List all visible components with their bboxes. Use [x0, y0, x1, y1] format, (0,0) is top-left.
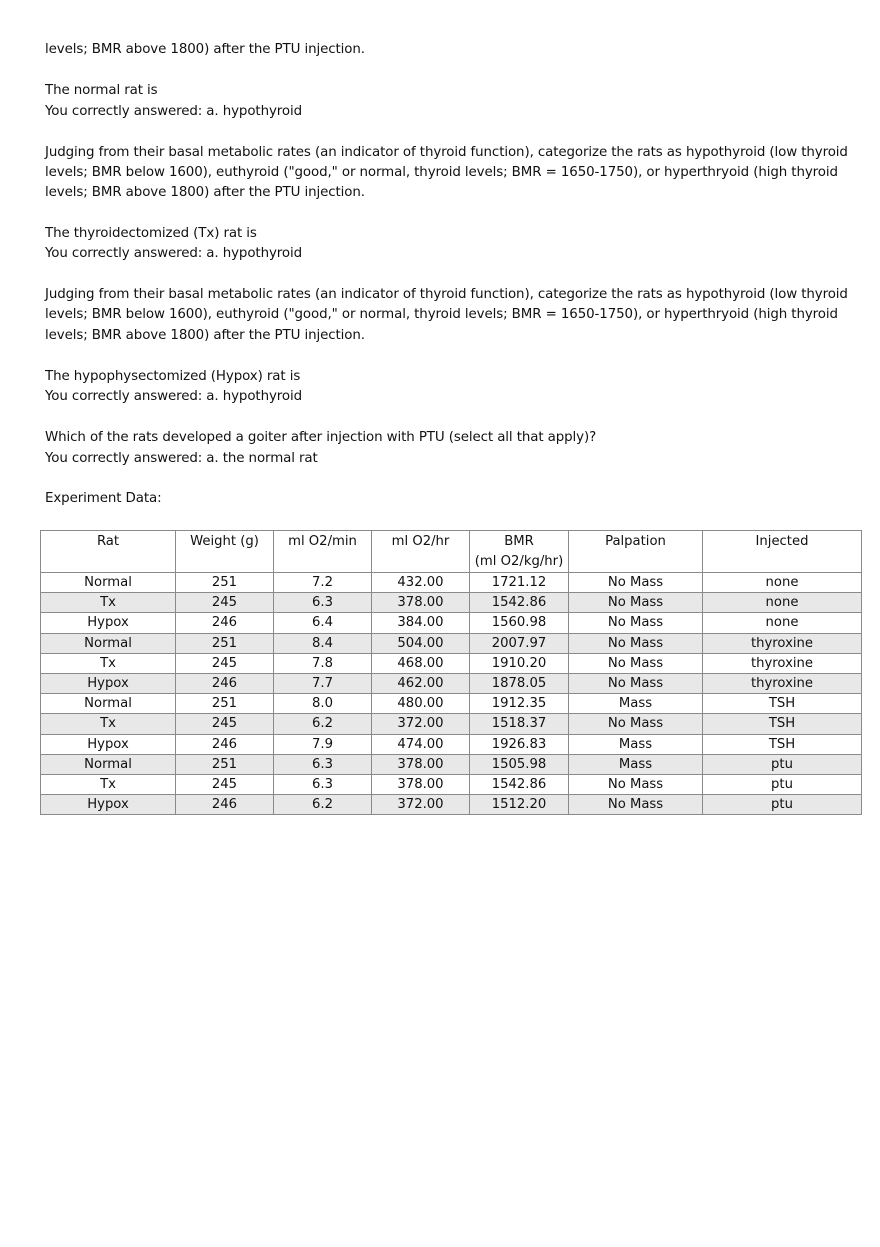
- cell-bmr: 1910.20: [470, 653, 569, 673]
- cell-o2-min: 6.3: [274, 593, 372, 613]
- cell-weight: 251: [176, 633, 274, 653]
- table-row: [41, 694, 862, 714]
- cell-bmr: 1518.37: [470, 714, 569, 734]
- cell-o2-min: 6.4: [274, 613, 372, 633]
- table-header-row: [41, 531, 862, 573]
- cell-palpation: No Mass: [569, 573, 703, 593]
- header-bmr-label: BMR: [504, 534, 534, 549]
- cell-rat: Normal: [41, 694, 176, 714]
- cell-o2-hr: 372.00: [372, 714, 470, 734]
- cell-bmr: 1512.20: [470, 795, 569, 815]
- cell-weight: 251: [176, 754, 274, 774]
- answer-text: You correctly answered: a. hypothyroid: [45, 246, 303, 261]
- cell-rat: Tx: [41, 653, 176, 673]
- table-row: [41, 633, 862, 653]
- cell-weight: 245: [176, 714, 274, 734]
- cell-rat: Normal: [41, 573, 176, 593]
- cell-rat: Hypox: [41, 613, 176, 633]
- paragraph-line: levels; BMR below 1600), euthyroid ("good," or normal, thyroid levels; BMR = 1650-1750), or hyperthryoid (high thyroid: [45, 307, 838, 322]
- paragraph-line: levels; BMR above 1800) after the PTU injection.: [45, 42, 365, 57]
- cell-palpation: No Mass: [569, 714, 703, 734]
- header-o2-min: ml O2/min: [274, 531, 372, 573]
- cell-injected: thyroxine: [703, 653, 862, 673]
- table-row: [41, 613, 862, 633]
- paragraph-line: levels; BMR above 1800) after the PTU injection.: [45, 328, 365, 343]
- cell-injected: TSH: [703, 734, 862, 754]
- cell-rat: Tx: [41, 593, 176, 613]
- cell-bmr: 1505.98: [470, 754, 569, 774]
- cell-o2-min: 6.3: [274, 774, 372, 794]
- cell-bmr: 1926.83: [470, 734, 569, 754]
- cell-palpation: No Mass: [569, 673, 703, 693]
- paragraph-line: Judging from their basal metabolic rates (an indicator of thyroid function), categorize the rats as hypothyroid (low thyroid: [45, 287, 848, 302]
- header-injected: Injected: [703, 531, 862, 573]
- header-palpation: Palpation: [569, 531, 703, 573]
- header-rat: Rat: [41, 531, 176, 573]
- cell-rat: Normal: [41, 754, 176, 774]
- cell-weight: 245: [176, 593, 274, 613]
- cell-weight: 251: [176, 573, 274, 593]
- question-text: The hypophysectomized (Hypox) rat is: [45, 369, 301, 384]
- cell-o2-min: 6.2: [274, 795, 372, 815]
- cell-o2-hr: 372.00: [372, 795, 470, 815]
- cell-bmr: 1912.35: [470, 694, 569, 714]
- answer-text: You correctly answered: a. the normal rat: [45, 451, 318, 466]
- cell-o2-min: 7.8: [274, 653, 372, 673]
- cell-bmr: 1560.98: [470, 613, 569, 633]
- cell-injected: ptu: [703, 795, 862, 815]
- cell-rat: Tx: [41, 714, 176, 734]
- cell-palpation: Mass: [569, 734, 703, 754]
- cell-rat: Hypox: [41, 734, 176, 754]
- table-row: [41, 795, 862, 815]
- cell-bmr: 2007.97: [470, 633, 569, 653]
- header-weight: Weight (g): [176, 531, 274, 573]
- cell-o2-hr: 480.00: [372, 694, 470, 714]
- question-text: The normal rat is: [45, 83, 158, 98]
- cell-injected: none: [703, 573, 862, 593]
- table-row: [41, 714, 862, 734]
- question-text: Which of the rats developed a goiter after injection with PTU (select all that apply)?: [45, 430, 597, 445]
- cell-rat: Hypox: [41, 795, 176, 815]
- cell-o2-hr: 468.00: [372, 653, 470, 673]
- cell-o2-min: 6.2: [274, 714, 372, 734]
- cell-o2-hr: 378.00: [372, 754, 470, 774]
- cell-o2-hr: 504.00: [372, 633, 470, 653]
- cell-weight: 246: [176, 673, 274, 693]
- cell-injected: thyroxine: [703, 673, 862, 693]
- cell-palpation: No Mass: [569, 653, 703, 673]
- cell-o2-hr: 432.00: [372, 573, 470, 593]
- cell-weight: 245: [176, 774, 274, 794]
- experiment-data-table: [40, 530, 862, 815]
- cell-bmr: 1878.05: [470, 673, 569, 693]
- header-o2-hr: ml O2/hr: [372, 531, 470, 573]
- table-row: [41, 754, 862, 774]
- paragraph-line: levels; BMR below 1600), euthyroid ("good," or normal, thyroid levels; BMR = 1650-1750), or hyperthryoid (high thyroid: [45, 165, 838, 180]
- cell-palpation: Mass: [569, 754, 703, 774]
- cell-o2-min: 8.4: [274, 633, 372, 653]
- paragraph-line: Judging from their basal metabolic rates (an indicator of thyroid function), categorize the rats as hypothyroid (low thyroid: [45, 145, 848, 160]
- header-bmr: [470, 531, 569, 573]
- answer-text: You correctly answered: a. hypothyroid: [45, 389, 303, 404]
- cell-injected: TSH: [703, 694, 862, 714]
- cell-o2-hr: 462.00: [372, 673, 470, 693]
- cell-o2-min: 7.2: [274, 573, 372, 593]
- cell-rat: Tx: [41, 774, 176, 794]
- cell-injected: thyroxine: [703, 633, 862, 653]
- table-row: [41, 593, 862, 613]
- cell-weight: 245: [176, 653, 274, 673]
- cell-weight: 246: [176, 734, 274, 754]
- table-row: [41, 774, 862, 794]
- cell-o2-min: 7.7: [274, 673, 372, 693]
- cell-bmr: 1542.86: [470, 774, 569, 794]
- cell-injected: none: [703, 593, 862, 613]
- cell-injected: none: [703, 613, 862, 633]
- cell-palpation: No Mass: [569, 593, 703, 613]
- cell-o2-hr: 378.00: [372, 593, 470, 613]
- cell-palpation: No Mass: [569, 633, 703, 653]
- cell-bmr: 1721.12: [470, 573, 569, 593]
- table-row: [41, 653, 862, 673]
- cell-weight: 246: [176, 795, 274, 815]
- cell-o2-hr: 378.00: [372, 774, 470, 794]
- table-row: [41, 734, 862, 754]
- table-row: [41, 573, 862, 593]
- cell-palpation: Mass: [569, 694, 703, 714]
- cell-injected: TSH: [703, 714, 862, 734]
- table-caption: Experiment Data:: [45, 491, 162, 506]
- cell-o2-hr: 384.00: [372, 613, 470, 633]
- answer-text: You correctly answered: a. hypothyroid: [45, 104, 303, 119]
- cell-weight: 251: [176, 694, 274, 714]
- header-bmr-unit: (ml O2/kg/hr): [474, 554, 564, 569]
- cell-o2-hr: 474.00: [372, 734, 470, 754]
- table-row: [41, 673, 862, 693]
- cell-o2-min: 7.9: [274, 734, 372, 754]
- cell-o2-min: 6.3: [274, 754, 372, 774]
- cell-weight: 246: [176, 613, 274, 633]
- cell-o2-min: 8.0: [274, 694, 372, 714]
- paragraph-line: levels; BMR above 1800) after the PTU injection.: [45, 185, 365, 200]
- cell-injected: ptu: [703, 774, 862, 794]
- cell-rat: Normal: [41, 633, 176, 653]
- cell-palpation: No Mass: [569, 774, 703, 794]
- cell-injected: ptu: [703, 754, 862, 774]
- cell-bmr: 1542.86: [470, 593, 569, 613]
- cell-rat: Hypox: [41, 673, 176, 693]
- cell-palpation: No Mass: [569, 613, 703, 633]
- cell-palpation: No Mass: [569, 795, 703, 815]
- question-text: The thyroidectomized (Tx) rat is: [45, 226, 257, 241]
